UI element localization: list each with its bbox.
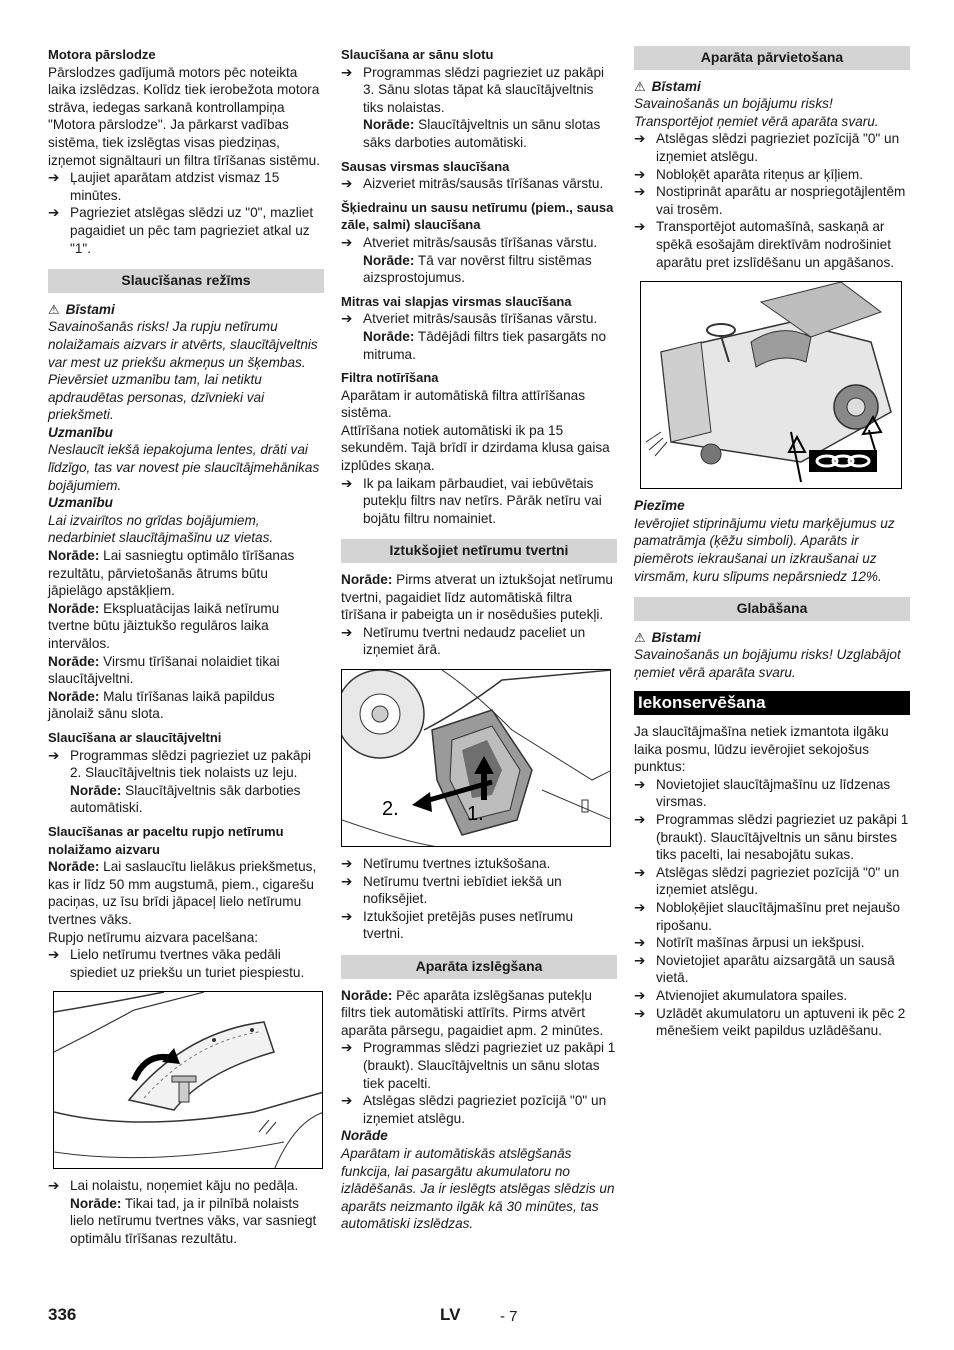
pedal-illustration	[54, 992, 323, 1169]
instruction-step: ➔ Transportējot automašīnā, saskaņā ar spēkā esošajām direktīvām nodrošiniet aparātu pret izslīdēšanu un apgāšanos.	[634, 219, 895, 270]
instruction-step: ➔ Programmas slēdzi pagrieziet uz pakāpi 3. Sānu slotas tāpat kā slaucītājveltnis tiks nolaistas.	[341, 64, 605, 115]
paragraph-lift: Rupjo netīrumu aizvara pacelšana:	[48, 929, 259, 945]
instruction-step: ➔ Netīrumu tvertnes iztukšošana.	[341, 856, 551, 871]
note-paragraph: Norāde: Malu tīrīšanas laikā papildus jānolaiž sānu slota.	[48, 688, 275, 722]
instruction-step: ➔ Atveriet mitrās/sausās tīrīšanas vārstu.	[341, 311, 598, 327]
arrow-right-icon: ➔	[634, 987, 646, 1003]
note-paragraph: Norāde: Slaucītājveltnis sāk darboties automātiski.	[70, 782, 301, 816]
heading-dry-surface: Sausas virsmas slaucīšana	[341, 158, 510, 174]
arrow-right-icon: ➔	[634, 776, 646, 792]
paragraph-filter: Aparātam ir automātiskā filtra attīrīšanas sistēma.	[341, 387, 586, 421]
arrow-right-icon: ➔	[634, 184, 646, 200]
section-band-switch-off: Aparāta izslēgšana	[341, 955, 617, 979]
paragraph-filter: Attīrīšana notiek automātiski ik pa 15 sekundēm. Tajā brīdī ir dzirdama klusa gaisa izplūdes skaņa.	[341, 422, 610, 474]
arrow-right-icon: ➔	[48, 205, 60, 221]
warning-triangle-icon: ⚠	[634, 78, 646, 94]
dirt-container-illustration	[342, 670, 611, 847]
arrow-right-icon: ➔	[341, 1093, 353, 1109]
instruction-step: ➔ Netīrumu tvertni iebīdiet iekšā un nofiksējiet.	[341, 873, 562, 907]
arrow-right-icon: ➔	[341, 176, 353, 192]
heading-fibrous-dirt: Šķiedrainu un sausu netīrumu (piem., sausa zāle, salmi) slaucīšana	[341, 199, 614, 233]
instruction-step: ➔ Atvienojiet akumulatora spailes.	[634, 987, 848, 1003]
instruction-step: ➔ Novietojiet aparātu aizsargātā un sausā vietā.	[634, 952, 895, 986]
note-text: Aparātam ir automātiskās atslēgšanās funkcija, lai pasargātu akumulatoru no izlādēšanās. Ja ir ieslēgts atslēgas slēdzis un aparāts neizmanto ilgāk kā 30 minūtes, tas automātiski izslēdzas.	[341, 1145, 615, 1232]
figure-dirt-container	[341, 669, 611, 847]
arrow-right-icon: ➔	[341, 856, 353, 871]
danger-label: ⚠ Bīstami	[634, 629, 701, 645]
figure-sweeper-transport	[640, 281, 902, 489]
section-band-conservation: Iekonservēšana	[634, 691, 910, 715]
warning-triangle-icon: ⚠	[634, 629, 646, 645]
warning-triangle-icon: ⚠	[48, 301, 60, 317]
arrow-right-icon: ➔	[341, 475, 353, 491]
column-middle	[341, 44, 617, 1233]
instruction-step: ➔ Nobloķējiet slaucītājmašīnu pret nejaušo ripošanu.	[634, 900, 901, 933]
arrow-right-icon: ➔	[48, 170, 60, 186]
heading-side-brush: Slaucīšana ar sānu slotu	[341, 47, 494, 62]
arrow-right-icon: ➔	[634, 219, 646, 235]
danger-text: Savainošanās un bojājumu risks! Transportējot ņemiet vērā aparāta svaru.	[634, 96, 879, 129]
note-paragraph: Norāde: Ekspluatācijas laikā netīrumu tvertne būtu jāiztukšo regulāros laika intervālos.	[48, 600, 280, 651]
danger-label: ⚠ Bīstami	[634, 78, 701, 94]
instruction-step: ➔ Ik pa laikam pārbaudiet, vai iebūvētais putekļu filtrs nav netīrs. Pārāk netīru vai bojātu filtru nomainiet.	[341, 475, 602, 526]
instruction-step: ➔ Novietojiet slaucītājmašīnu uz līdzenas virsmas.	[634, 776, 891, 810]
arrow-right-icon: ➔	[48, 1178, 60, 1194]
instruction-step: ➔ Netīrumu tvertni nedaudz paceliet un izņemiet ārā.	[341, 624, 586, 658]
section-number: - 7	[500, 1308, 518, 1325]
instruction-step: ➔ Atslēgas slēdzi pagrieziet pozīcijā "0" un izņemiet atslēgu.	[634, 864, 900, 898]
note-paragraph: Norāde: Lai sasniegtu optimālo tīrīšanas rezultātu, pārvietošanās ātrums būtu jāpielāgo apstākļiem.	[48, 548, 295, 599]
arrow-right-icon: ➔	[634, 1005, 646, 1021]
instruction-step: ➔ Nobloķēt aparāta riteņus ar ķīļiem.	[634, 166, 864, 182]
column-right	[634, 44, 910, 1040]
caution-text: Neslaucīt iekšā iepakojuma lentes, drāti vai līdzīgo, tas var novest pie slaucītājmehānikas bojājumiem.	[48, 442, 320, 493]
instruction-step: ➔ Programmas slēdzi pagrieziet uz pakāpi 1 (braukt). Slaucītājveltnis un sānu slotas tiek pacelti.	[341, 1040, 616, 1091]
paragraph-conservation: Ja slaucītājmašīna netiek izmantota ilgāku laika posmu, lūdzu ievērojiet sekojošus punktus:	[634, 724, 889, 775]
note-title: Norāde	[341, 1128, 388, 1144]
arrow-right-icon: ➔	[634, 900, 646, 915]
heading-wet-surface: Mitras vai slapjas virsmas slaucīšana	[341, 293, 572, 309]
arrow-right-icon: ➔	[634, 812, 646, 828]
note-paragraph: Norāde: Pirms atverat un iztukšojat netīrumu tvertni, pagaidiet līdz automātiskā filtra tīrīšana ir pabeigta un ir nosēdušies putekļi.	[341, 572, 613, 623]
arrow-right-icon: ➔	[48, 747, 60, 763]
arrow-right-icon: ➔	[341, 908, 353, 924]
instruction-step: ➔ Lielo netīrumu tvertnes vāka pedāli spiediet uz priekšu un turiet piespiestu.	[48, 947, 305, 980]
figure-pedal	[53, 991, 323, 1169]
note-paragraph: Norāde: Virsmu tīrīšanai nolaidiet tikai slaucītājveltni.	[48, 653, 280, 687]
arrow-right-icon: ➔	[341, 873, 353, 889]
paragraph-overload: Pārslodzes gadījumā motors pēc noteikta laika izslēdzas. Kolīdz tiek ierobežota motora strāva, iedegas sarkanā kontrollampiņa "Motora pārslodze". Ja pārkarst vadības sistēma, tiek izslēgtas visas piedziņas, izņemot signāltauri un filtra tīrīšanas sistēmu.	[48, 64, 320, 168]
arrow-right-icon: ➔	[341, 311, 353, 327]
arrow-right-icon: ➔	[341, 64, 353, 80]
instruction-step: ➔ Atslēgas slēdzi pagrieziet pozīcijā "0" un izņemiet atslēgu.	[341, 1093, 607, 1126]
instruction-step: ➔ Ļaujiet aparātam atdzist vismaz 15 minūtes.	[48, 170, 280, 203]
instruction-step: ➔ Uzlādēt akumulatoru un aptuveni ik pēc 2 mēnešiem veikt papildus uzlādēšanu.	[634, 1005, 906, 1039]
remark-text: Ievērojiet stiprinājumu vietu marķējumus uz pamatrāmja (ķēžu simboli). Aparāts ir piemērots iekraušanai un izkraušanai uz virsmām, kuru slīpums nepārsniedz 12%.	[634, 515, 895, 584]
arrow-right-icon: ➔	[341, 624, 353, 640]
arrow-right-icon: ➔	[48, 947, 60, 963]
arrow-right-icon: ➔	[634, 935, 646, 951]
remark-title: Piezīme	[634, 498, 685, 514]
note-paragraph: Norāde: Tikai tad, ja ir pilnībā nolaists lielo netīrumu tvertnes vāks, var sasniegt optimālu tīrīšanas rezultātu.	[70, 1195, 317, 1247]
arrow-right-icon: ➔	[634, 952, 646, 968]
instruction-step: ➔ Programmas slēdzi pagrieziet uz pakāpi 2. Slaucītājveltnis tiek nolaists uz leju.	[48, 747, 312, 781]
language-code: LV	[440, 1305, 461, 1324]
danger-label: ⚠ Bīstami	[48, 301, 115, 317]
section-band-transport: Aparāta pārvietošana	[634, 46, 910, 70]
section-band-storage: Glabāšana	[634, 597, 910, 621]
figure-label-1: 1.	[467, 803, 484, 825]
figure-label-2: 2.	[382, 798, 399, 820]
section-band-sweeping-mode: Slaucīšanas režīms	[48, 269, 324, 293]
caution-label: Uzmanību	[48, 495, 113, 511]
caution-text: Lai izvairītos no grīdas bojājumiem, nedarbiniet slaucītājmašīnu uz vietas.	[48, 512, 274, 546]
instruction-step: ➔ Lai nolaistu, noņemiet kāju no pedāļa.	[48, 1178, 299, 1194]
danger-text: Savainošanās un bojājumu risks! Uzglabājot ņemiet vērā aparāta svaru.	[634, 647, 901, 680]
section-band-empty-container: Iztukšojiet netīrumu tvertni	[341, 539, 617, 563]
danger-text: Savainošanās risks! Ja rupju netīrumu nolaižamais aizvars ir atvērts, slaucītājveltnis var mest uz priekšu akmeņus un šķembas. Pievērsiet uzmanību tam, lai netiktu apdraudētas personas, dzīvnieki vai priekšmeti.	[48, 319, 318, 423]
note-paragraph: Norāde: Lai saslaucītu lielākus priekšmetus, kas ir līdz 50 mm augstumā, piem., cigarešu paciņas, uz īsu brīdi jāpaceļ lielo netīrumu tvertnes vāks.	[48, 859, 317, 927]
chain-symbol-icon	[809, 450, 877, 472]
arrow-right-icon: ➔	[634, 131, 646, 147]
column-left	[48, 44, 324, 1248]
instruction-step: ➔ Aizveriet mitrās/sausās tīrīšanas vārstu.	[341, 176, 604, 192]
instruction-step: ➔ Notīrīt mašīnas ārpusi un iekšpusi.	[634, 935, 865, 951]
note-paragraph: Norāde: Tā var novērst filtru sistēmas aizsprostojumus.	[363, 252, 592, 286]
instruction-step: ➔ Iztukšojiet pretējās puses netīrumu tvertni.	[341, 908, 574, 942]
arrow-right-icon: ➔	[634, 166, 646, 182]
instruction-step: ➔ Pagrieziet atslēgas slēdzi uz "0", mazliet pagaidiet un pēc tam pagrieziet atkal uz "1".	[48, 205, 314, 256]
arrow-right-icon: ➔	[341, 234, 353, 250]
note-paragraph: Norāde: Pēc aparāta izslēgšanas putekļu filtrs tiek automātiski attīrīts. Pirms atvērt aparāta pārsegu, pagaidiet apm. 2 minūtes.	[341, 987, 604, 1038]
heading-filter-cleaning: Filtra notīrīšana	[341, 370, 439, 386]
sweeper-illustration	[641, 282, 902, 489]
note-paragraph: Norāde: Slaucītājveltnis un sānu slotas sāks darboties automātiski.	[363, 117, 601, 150]
caution-label: Uzmanību	[48, 424, 113, 440]
arrow-right-icon: ➔	[341, 1040, 353, 1056]
heading-motor-overload: Motora pārslodze	[48, 47, 156, 62]
instruction-step: ➔ Programmas slēdzi pagrieziet uz pakāpi 1 (braukt). Slaucītājveltnis un sānu birstes tiks pacelti, lai nesabojātu sukas.	[634, 812, 909, 863]
page-number: 336	[48, 1305, 77, 1324]
heading-flap-sweeping: Slaucīšanas ar paceltu rupjo netīrumu nolaižamo aizvaru	[48, 823, 284, 857]
arrow-right-icon: ➔	[634, 864, 646, 880]
heading-roller-sweeping: Slaucīšana ar slaucītājveltni	[48, 729, 222, 745]
note-paragraph: Norāde: Tādējādi filtrs tiek pasargāts no mitruma.	[363, 328, 607, 362]
instruction-step: ➔ Atslēgas slēdzi pagrieziet pozīcijā "0" un izņemiet atslēgu.	[634, 131, 900, 164]
instruction-step: ➔ Atveriet mitrās/sausās tīrīšanas vārstu.	[341, 234, 598, 250]
instruction-step: ➔ Nostiprināt aparātu ar nospriegotājlentēm vai trosēm.	[634, 184, 906, 217]
